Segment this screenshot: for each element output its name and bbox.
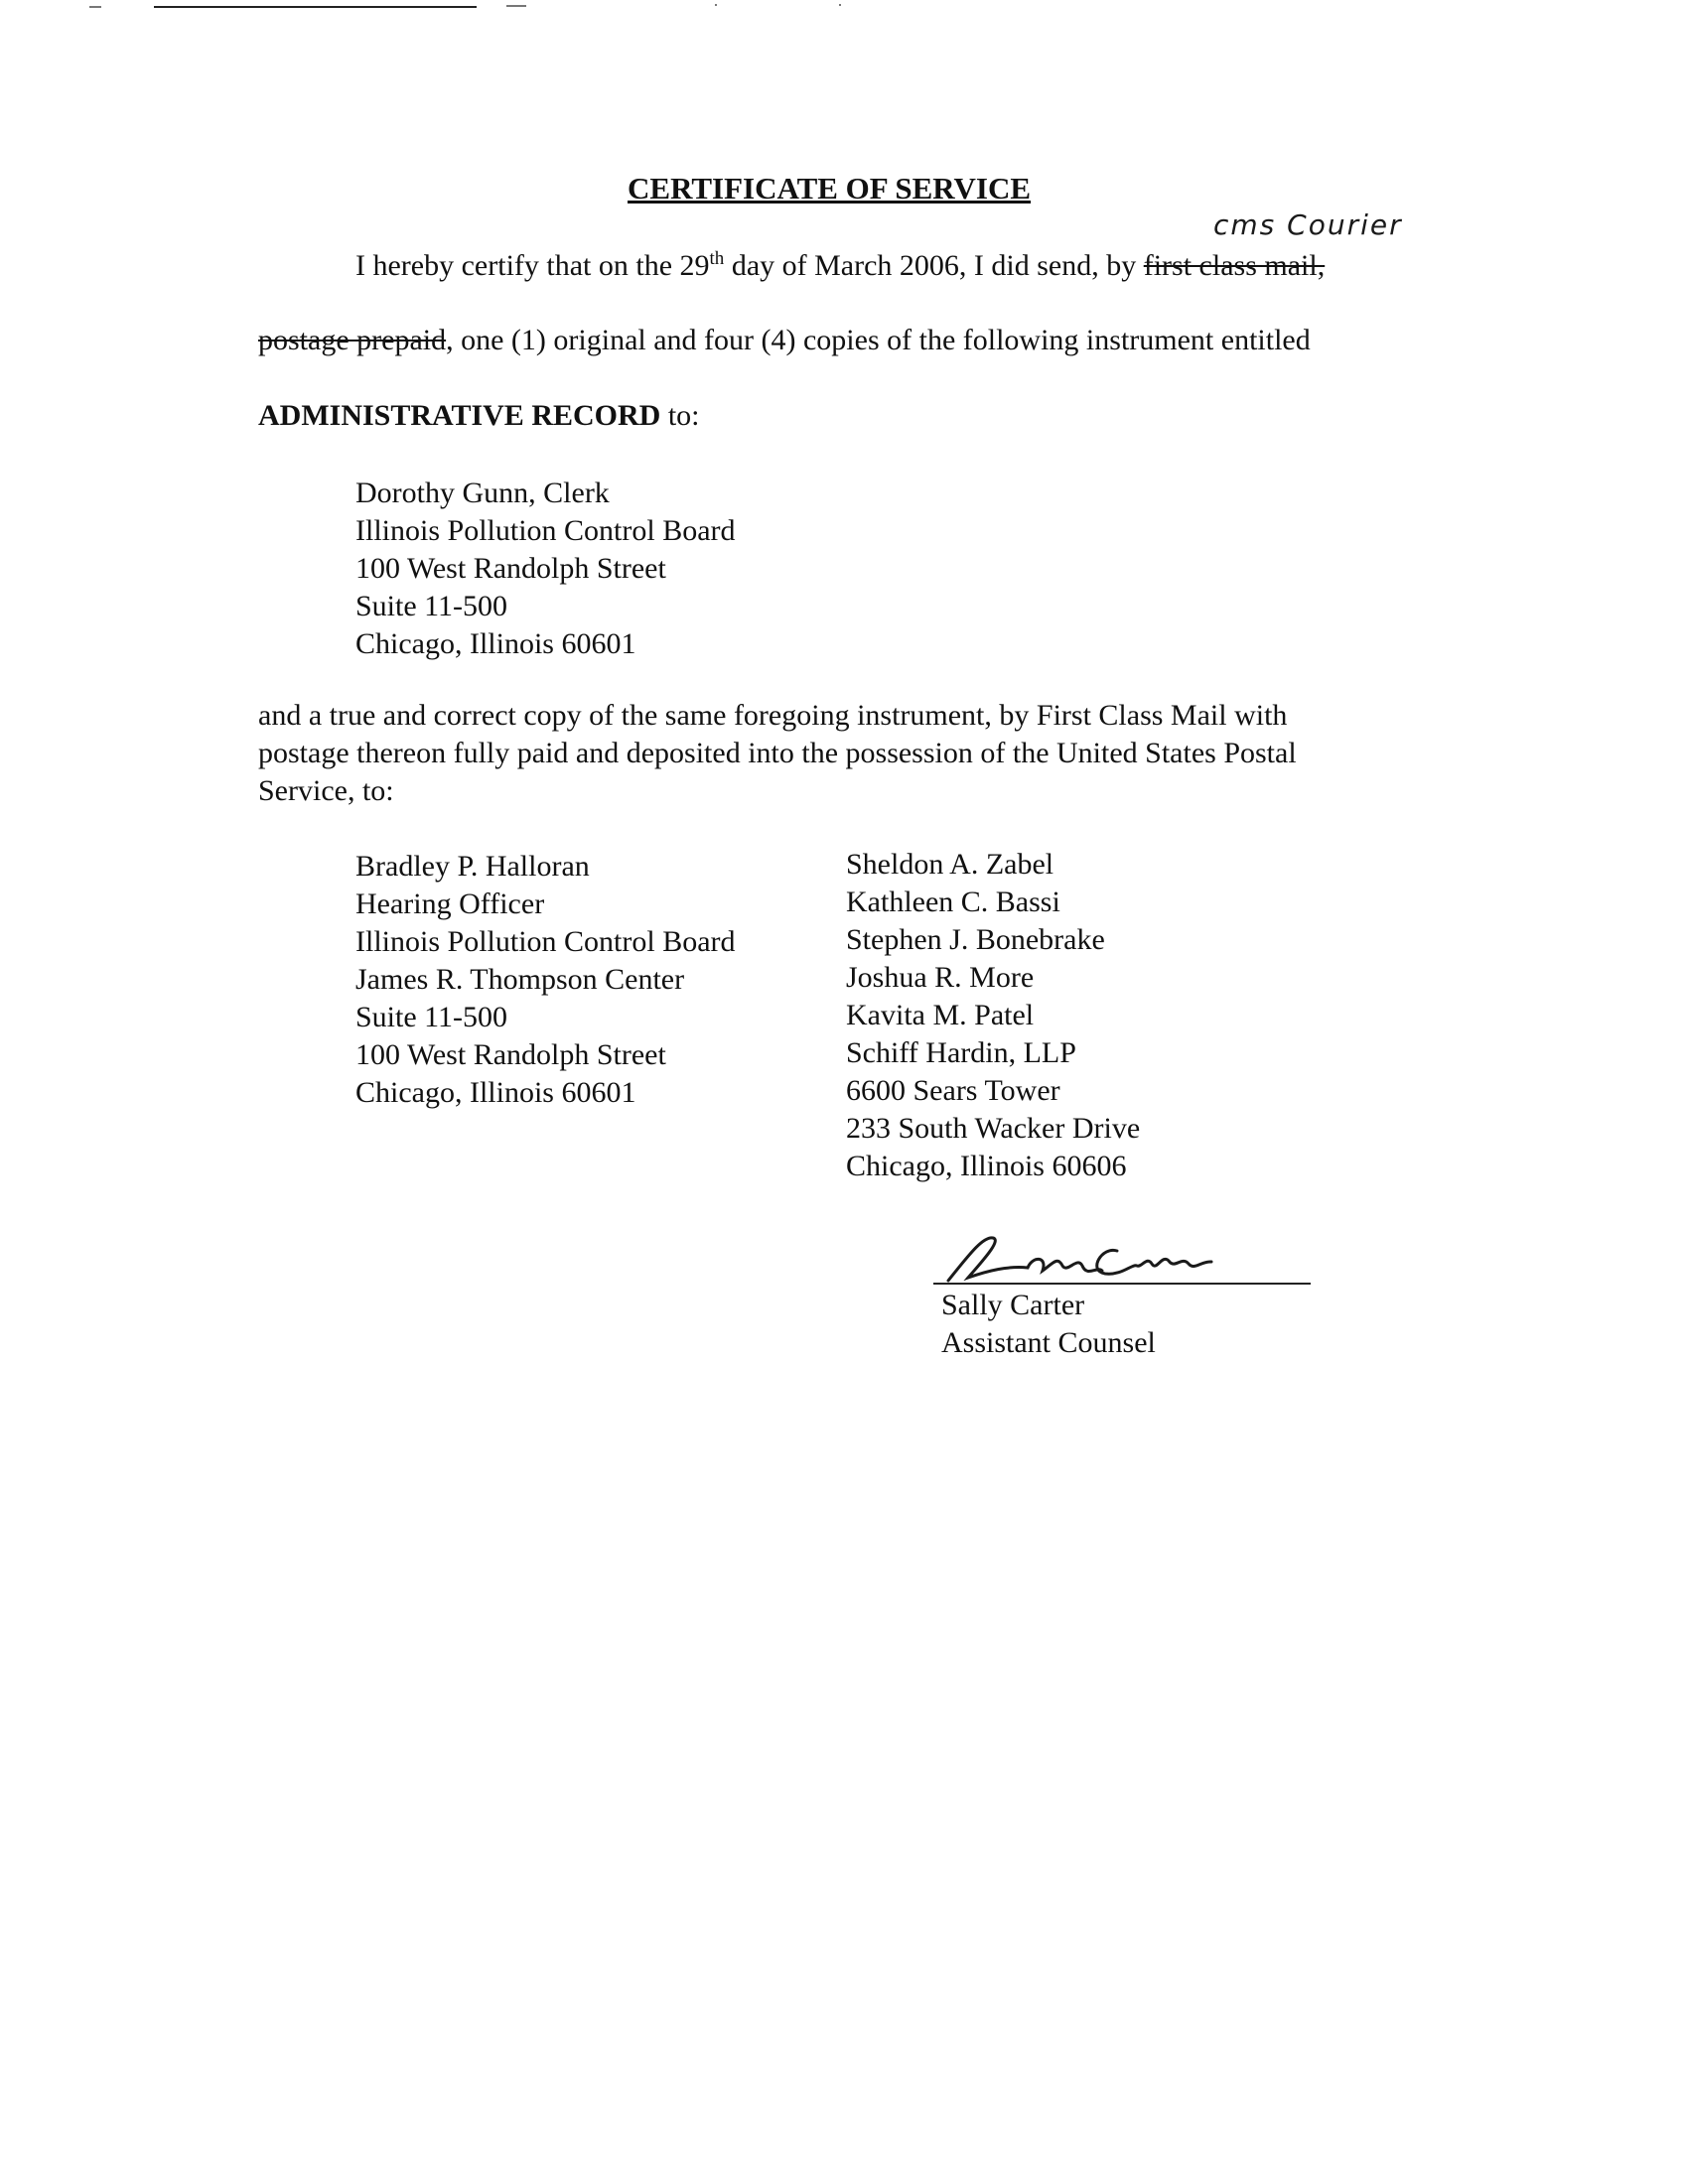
address-line: Chicago, Illinois 60601 xyxy=(355,1076,636,1109)
page-title: CERTIFICATE OF SERVICE xyxy=(628,171,1032,205)
address-line: Chicago, Illinois 60606 xyxy=(846,1150,1127,1182)
address-line: 100 West Randolph Street xyxy=(355,552,666,585)
scan-artifact-dot xyxy=(715,4,717,6)
address-line: Suite 11-500 xyxy=(355,1001,508,1033)
address-line: Sheldon A. Zabel xyxy=(846,848,1054,881)
signature-block xyxy=(941,1287,1156,1362)
address-line: Bradley P. Halloran xyxy=(355,850,590,883)
scan-artifact-dot xyxy=(839,4,841,6)
record-tail: to: xyxy=(660,399,700,432)
scan-artifact-dot xyxy=(89,6,101,8)
address-line: James R. Thompson Center xyxy=(355,963,685,996)
address-line: Kathleen C. Bassi xyxy=(846,886,1060,918)
struck-text-2: postage prepaid xyxy=(258,324,447,356)
address-line: Hearing Officer xyxy=(355,887,545,920)
address-line: Dorothy Gunn, Clerk xyxy=(355,477,610,509)
address-line: Suite 11-500 xyxy=(355,590,508,622)
address-line: Illinois Pollution Control Board xyxy=(355,514,736,547)
address-line: Joshua R. More xyxy=(846,961,1035,994)
address-line: Stephen J. Bonebrake xyxy=(846,923,1105,956)
copy-paragraph xyxy=(258,697,1400,810)
record-line xyxy=(258,399,700,433)
address-line: 233 South Wacker Drive xyxy=(846,1112,1141,1145)
signer-role: Assistant Counsel xyxy=(941,1326,1156,1359)
certify-rest: , one (1) original and four (4) copies of the following instrument entitled xyxy=(446,324,1311,356)
address-line: Chicago, Illinois 60601 xyxy=(355,627,636,660)
address-line: Kavita M. Patel xyxy=(846,999,1035,1031)
paragraph-line: and a true and correct copy of the same foregoing instrument, by First Class Mail with xyxy=(258,699,1288,732)
address-block-clerk xyxy=(355,475,736,663)
certify-sup: th xyxy=(709,248,725,269)
struck-text-1: first class mail, xyxy=(1143,249,1326,282)
certify-middle: day of March 2006, I did send, by xyxy=(724,249,1144,282)
signer-name: Sally Carter xyxy=(941,1289,1085,1321)
certify-lead: I hereby certify that on the 29 xyxy=(355,249,710,282)
handwritten-signature xyxy=(938,1226,1226,1296)
address-block-right xyxy=(846,846,1140,1185)
certify-line-2 xyxy=(258,324,1311,357)
address-line: 6600 Sears Tower xyxy=(846,1074,1060,1107)
scan-artifact-line xyxy=(154,6,477,8)
address-block-left xyxy=(355,848,736,1112)
address-line: 100 West Randolph Street xyxy=(355,1038,666,1071)
address-line: Schiff Hardin, LLP xyxy=(846,1036,1076,1069)
certify-line-1 xyxy=(355,248,1325,283)
record-title: ADMINISTRATIVE RECORD xyxy=(258,399,661,432)
paragraph-line: Service, to: xyxy=(258,774,394,807)
scan-artifact-dot xyxy=(506,5,526,7)
paragraph-line: postage thereon fully paid and deposited into the possession of the United States Postal xyxy=(258,737,1297,769)
signature-line xyxy=(933,1283,1311,1285)
address-line: Illinois Pollution Control Board xyxy=(355,925,736,958)
handwritten-insert: cms Courier xyxy=(1213,208,1403,241)
